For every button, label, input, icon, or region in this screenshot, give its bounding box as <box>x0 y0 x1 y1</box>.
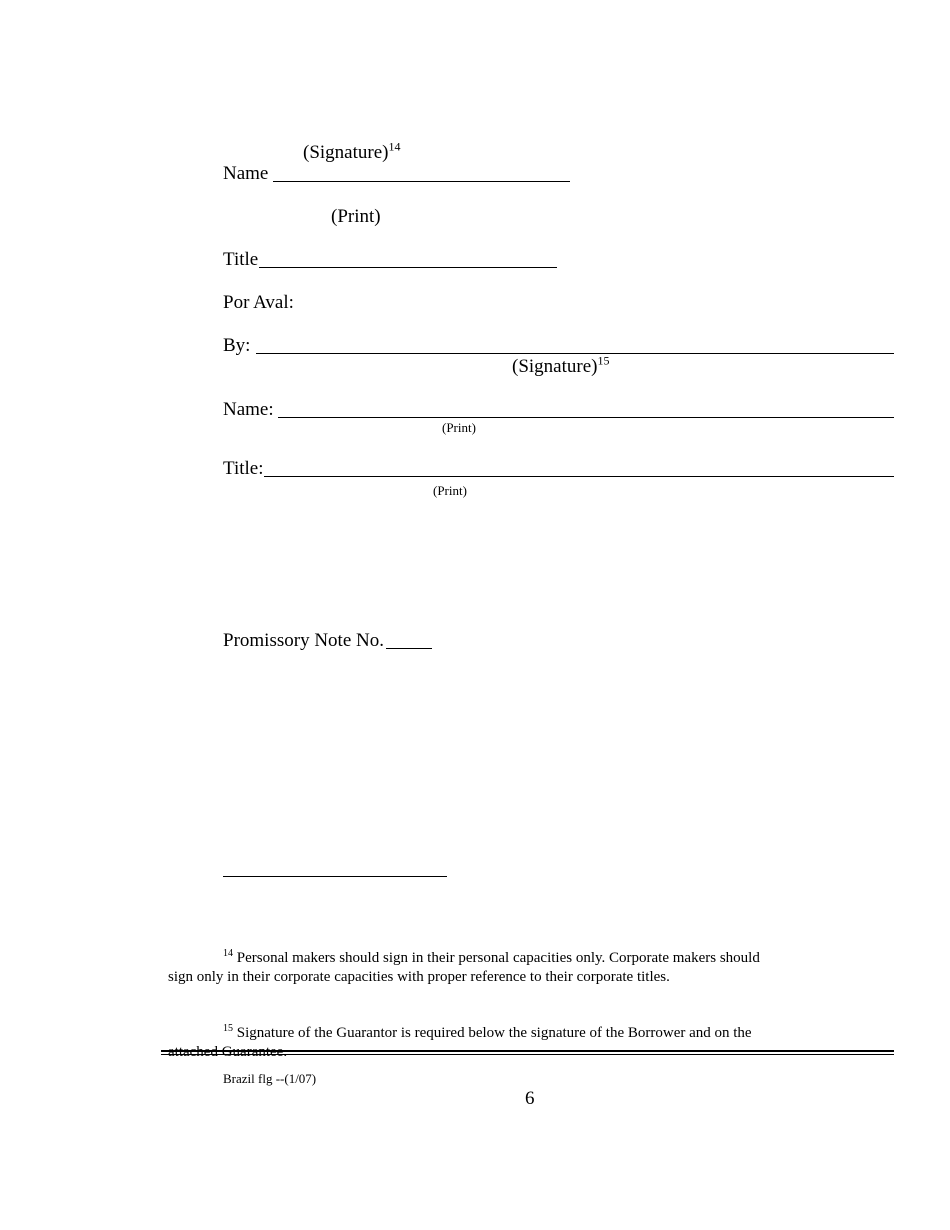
guarantor-title-line[interactable] <box>264 476 894 477</box>
guarantor-name-print-caption: (Print) <box>442 420 476 435</box>
name-field-row <box>223 163 268 185</box>
title-label: Title <box>223 249 259 270</box>
footnote-15-line1: $^{15}$ Signature of the Guarantor is required below the signature of the Borrower and on the <box>223 1023 752 1041</box>
footnote-separator <box>223 876 447 877</box>
print-caption: (Print) <box>331 206 381 227</box>
name-label: Name <box>223 163 269 184</box>
por-aval-label: Por Aval: <box>223 292 294 313</box>
by-signature-line[interactable] <box>256 353 894 354</box>
guarantor-title-label: Title: <box>223 458 264 479</box>
footnote-14-line2: sign only in their corporate capacities with proper reference to their corporate titles. <box>168 969 670 985</box>
footnote-ref-14: 14 <box>388 139 401 154</box>
footnote-15-marker: 15 <box>223 1023 233 1034</box>
footnote-ref-15: 15 <box>597 353 610 368</box>
footnote-15-line2: attached Guarantee. <box>168 1044 288 1060</box>
double-rule-top <box>161 1050 894 1052</box>
name-input-line[interactable] <box>273 181 570 182</box>
by-label: By: <box>223 335 251 356</box>
double-rule-bottom <box>161 1054 894 1055</box>
guarantor-title-print-caption: (Print) <box>433 483 467 498</box>
doc-code: Brazil flg --(1/07) <box>223 1071 317 1086</box>
signature-caption: (Signature)$^{14}$ <box>303 139 401 163</box>
promissory-note-label: Promissory Note No. <box>223 630 384 651</box>
promissory-note-number-line[interactable] <box>386 648 432 649</box>
guarantor-name-line[interactable] <box>278 417 894 418</box>
guarantor-signature-caption: (Signature)$^{15}$ <box>512 353 610 377</box>
page-number: 6 <box>525 1088 535 1109</box>
guarantor-name-label: Name: <box>223 399 274 420</box>
footnote-14-marker: 14 <box>223 948 233 959</box>
footnote-14-line1: $^{14}$ Personal makers should sign in their personal capacities only. Corporate makers should <box>223 948 760 966</box>
title-input-line[interactable] <box>259 267 557 268</box>
